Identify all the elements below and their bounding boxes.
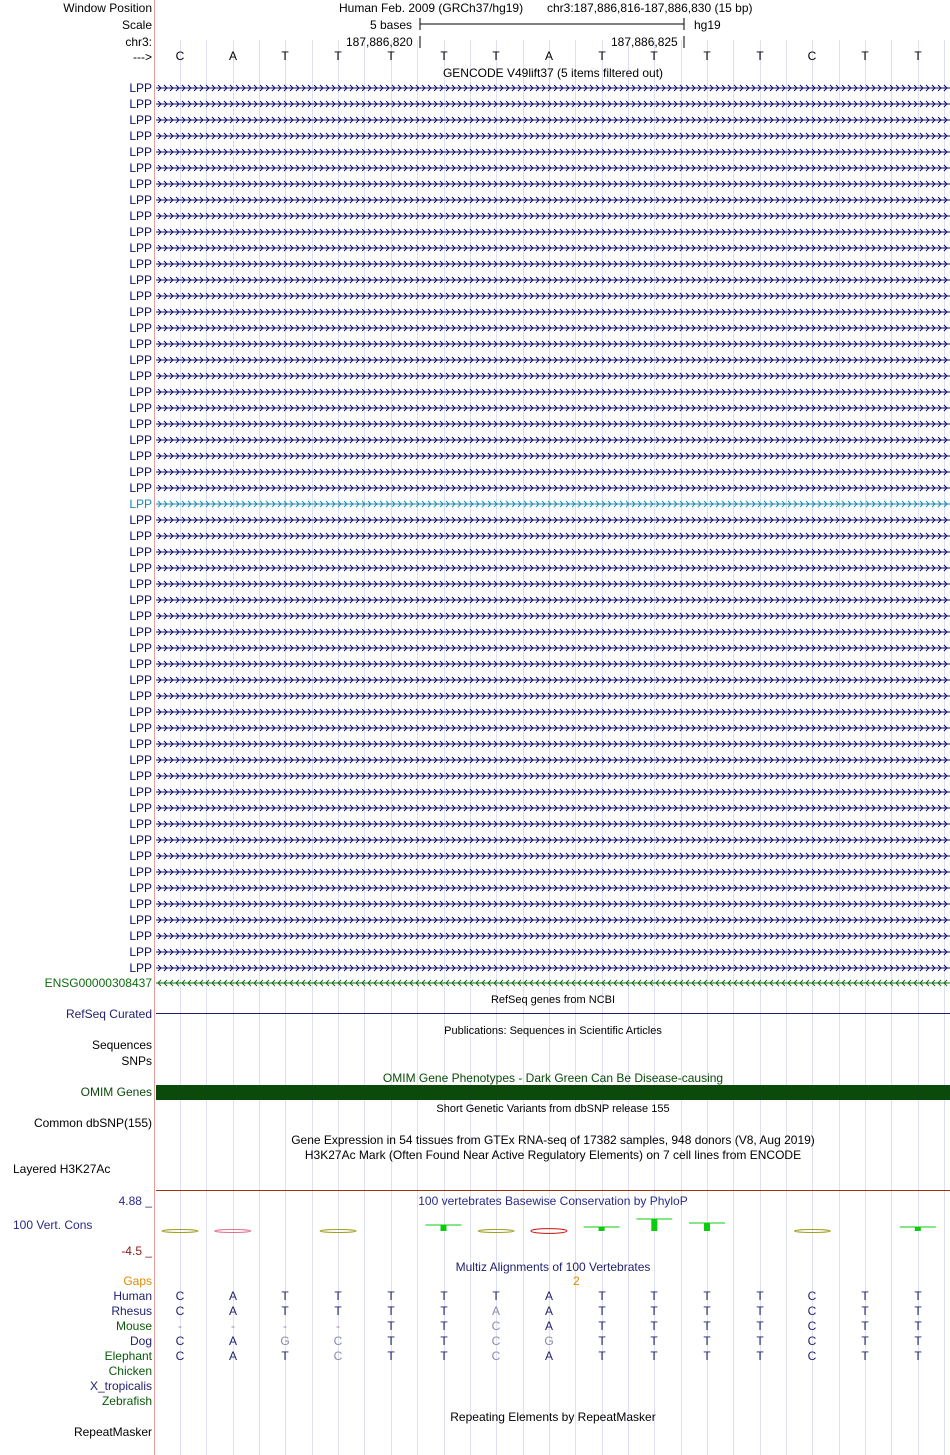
reference-base: T — [492, 49, 500, 63]
transcript-arrow-line[interactable] — [156, 514, 950, 526]
alignment-base: C — [807, 1334, 817, 1348]
transcript-arrow-line[interactable] — [156, 930, 950, 942]
transcript-label[interactable]: LPP — [129, 225, 152, 239]
alignment-base: T — [281, 1289, 289, 1303]
transcript-label[interactable]: LPP — [129, 305, 152, 319]
transcript-arrow-line[interactable] — [156, 914, 950, 926]
transcript-label[interactable]: LPP — [129, 289, 152, 303]
alignment-base: T — [914, 1319, 922, 1333]
transcript-arrow-line[interactable] — [156, 434, 950, 446]
alignment-base: T — [440, 1349, 448, 1363]
transcript-arrow-line[interactable] — [156, 466, 950, 478]
alignment-base: C — [175, 1289, 185, 1303]
reference-base: T — [281, 49, 289, 63]
transcript-arrow-line[interactable] — [156, 562, 950, 574]
transcript-label[interactable]: LPP — [129, 625, 152, 639]
reference-base: T — [598, 49, 606, 63]
alignment-base: T — [598, 1319, 606, 1333]
pubs-snps-label[interactable]: SNPs — [121, 1054, 152, 1068]
pubs-sequences-label[interactable]: Sequences — [91, 1038, 152, 1052]
reference-base: C — [175, 49, 185, 63]
transcript-arrow-line[interactable] — [156, 962, 950, 974]
alignment-base: - — [178, 1319, 182, 1333]
alignment-base: T — [914, 1289, 922, 1303]
db-text: hg19 — [694, 18, 721, 32]
transcript-label[interactable]: LPP — [129, 769, 152, 783]
alignment-base: - — [336, 1319, 340, 1333]
transcript-label[interactable]: LPP — [129, 161, 152, 175]
transcript-label[interactable]: LPP — [129, 449, 152, 463]
alignment-base: A — [544, 1304, 553, 1318]
repeatmasker-title: Repeating Elements by RepeatMasker — [450, 1410, 656, 1424]
coord-left: 187,886,820 — [346, 35, 413, 49]
transcript-label[interactable]: LPP — [129, 913, 152, 927]
omim-genes-label[interactable]: OMIM Genes — [80, 1085, 152, 1099]
transcript-arrow-line[interactable] — [156, 658, 950, 670]
alignment-base: T — [334, 1304, 342, 1318]
alignment-base: A — [544, 1289, 553, 1303]
alignment-base: A — [544, 1319, 553, 1333]
alignment-base: A — [228, 1304, 237, 1318]
reference-base: T — [334, 49, 342, 63]
transcript-label[interactable]: LPP — [129, 785, 152, 799]
transcript-arrow-line[interactable] — [156, 386, 950, 398]
transcript-label[interactable]: LPP — [129, 513, 152, 527]
position-text: chr3:187,886,816-187,886,830 (15 bp) — [547, 1, 753, 15]
alignment-base: A — [228, 1349, 237, 1363]
strand-label: ---> — [133, 50, 152, 64]
alignment-base: T — [861, 1334, 869, 1348]
transcript-arrow-line[interactable] — [156, 530, 950, 542]
refseq-curated-label[interactable]: RefSeq Curated — [65, 1007, 152, 1021]
multiz-title: Multiz Alignments of 100 Vertebrates — [455, 1260, 651, 1274]
transcript-arrow-line[interactable] — [156, 306, 950, 318]
alignment-base: T — [703, 1289, 711, 1303]
alignment-base: C — [491, 1334, 501, 1348]
transcript-arrow-line[interactable] — [156, 130, 950, 142]
alignment-base: T — [598, 1349, 606, 1363]
alignment-base: T — [387, 1289, 395, 1303]
alignment-base: T — [650, 1334, 658, 1348]
alignment-base: - — [283, 1319, 287, 1333]
transcript-arrow-line[interactable] — [156, 818, 950, 830]
cons-bar — [704, 1223, 710, 1231]
dbsnp-label[interactable]: Common dbSNP(155) — [33, 1116, 152, 1130]
h3k27ac-title: H3K27Ac Mark (Often Found Near Active Regulatory Elements) on 7 cell lines from ENCODE — [304, 1148, 802, 1162]
transcript-arrow-line[interactable] — [156, 274, 950, 286]
transcript-arrow-line[interactable] — [156, 370, 950, 382]
transcript-arrow-line[interactable] — [156, 322, 950, 334]
transcript-label[interactable]: LPP — [129, 193, 152, 207]
alignment-base: T — [861, 1349, 869, 1363]
transcript-arrow-line[interactable] — [156, 354, 950, 366]
alignment-base: C — [333, 1334, 343, 1348]
alignment-base: T — [334, 1289, 342, 1303]
transcript-label[interactable]: LPP — [129, 577, 152, 591]
assembly-text: Human Feb. 2009 (GRCh37/hg19) — [339, 1, 524, 15]
reference-base: C — [807, 49, 817, 63]
alignment-base: G — [544, 1334, 554, 1348]
alignment-base: T — [861, 1304, 869, 1318]
transcript-arrow-line[interactable] — [156, 738, 950, 750]
transcript-label[interactable]: LPP — [129, 337, 152, 351]
transcript-arrow-line[interactable] — [156, 610, 950, 622]
transcript-label[interactable]: LPP — [129, 801, 152, 815]
cons-bar — [651, 1219, 657, 1231]
transcript-label[interactable]: LPP — [129, 81, 152, 95]
cons-bar — [320, 1230, 356, 1233]
species-label[interactable]: Dog — [129, 1334, 152, 1348]
transcript-arrow-line[interactable] — [156, 258, 950, 270]
reference-base: T — [756, 49, 764, 63]
cons-track-label[interactable]: 100 Vert. Cons — [13, 1218, 93, 1232]
transcript-label[interactable]: LPP — [129, 497, 152, 511]
alignment-base: T — [756, 1289, 764, 1303]
transcript-label[interactable]: LPP — [129, 833, 152, 847]
transcript-label[interactable]: LPP — [129, 817, 152, 831]
alignment-base: T — [281, 1349, 289, 1363]
transcript-arrow-line[interactable] — [156, 82, 950, 94]
transcript-label[interactable]: LPP — [129, 561, 152, 575]
alignment-base: T — [387, 1349, 395, 1363]
transcript-arrow-line[interactable] — [156, 850, 950, 862]
alignment-base: T — [703, 1349, 711, 1363]
cons-bar — [215, 1230, 251, 1233]
cons-bar — [531, 1229, 567, 1234]
transcript-arrow-line[interactable] — [156, 770, 950, 782]
cons-title: 100 vertebrates Basewise Conservation by PhyloP — [418, 1194, 688, 1208]
transcript-label[interactable]: LPP — [129, 145, 152, 159]
ensg-arrow-line[interactable] — [156, 977, 950, 989]
transcript-label[interactable]: LPP — [129, 689, 152, 703]
species-label[interactable]: Rhesus — [111, 1304, 152, 1318]
alignment-base: T — [387, 1319, 395, 1333]
transcript-arrow-line[interactable] — [156, 626, 950, 638]
reference-base: T — [703, 49, 711, 63]
alignment-base: T — [861, 1289, 869, 1303]
transcript-label[interactable]: LPP — [129, 705, 152, 719]
species-label[interactable]: Zebrafish — [101, 1394, 152, 1408]
species-label[interactable]: Elephant — [104, 1349, 152, 1363]
cons-bar — [794, 1230, 830, 1233]
transcript-label[interactable]: LPP — [129, 737, 152, 751]
cons-max-label: 4.88 _ — [118, 1194, 152, 1208]
repeatmasker-label[interactable]: RepeatMasker — [73, 1425, 152, 1439]
transcript-arrow-line[interactable] — [156, 178, 950, 190]
omim-gene-bar[interactable] — [156, 1085, 950, 1100]
transcript-arrow-line[interactable] — [156, 642, 950, 654]
cons-min-label: -4.5 _ — [121, 1244, 152, 1258]
pubs-title: Publications: Sequences in Scientific Articles — [444, 1025, 662, 1037]
alignment-base: T — [440, 1334, 448, 1348]
alignment-base: C — [807, 1289, 817, 1303]
transcript-arrow-line[interactable] — [156, 706, 950, 718]
transcript-label[interactable]: LPP — [129, 433, 152, 447]
scale-label: Scale — [121, 18, 152, 32]
alignment-base: T — [703, 1319, 711, 1333]
species-label[interactable]: X_tropicalis — [89, 1379, 152, 1393]
transcript-label[interactable]: LPP — [129, 961, 152, 975]
transcript-label[interactable]: LPP — [129, 273, 152, 287]
alignment-base: C — [491, 1319, 501, 1333]
chrom-label: chr3: — [125, 35, 152, 49]
transcript-arrow-line[interactable] — [156, 722, 950, 734]
transcript-arrow-line[interactable] — [156, 834, 950, 846]
refseq-title: RefSeq genes from NCBI — [490, 994, 616, 1006]
alignment-base: A — [228, 1289, 237, 1303]
gtex-title: Gene Expression in 54 tissues from GTEx RNA-seq of 17382 samples, 948 donors (V8, Aug 2019) — [291, 1133, 815, 1147]
cons-bar — [915, 1227, 921, 1231]
transcript-label[interactable]: LPP — [129, 257, 152, 271]
transcript-arrow-line[interactable] — [156, 450, 950, 462]
alignment-base: C — [175, 1334, 185, 1348]
transcript-label[interactable]: LPP — [129, 97, 152, 111]
ensg-label[interactable]: ENSG00000308437 — [44, 976, 152, 990]
transcript-arrow-line[interactable] — [156, 338, 950, 350]
alignment-base: T — [756, 1349, 764, 1363]
alignment-base: A — [491, 1304, 500, 1318]
transcript-arrow-line[interactable] — [156, 194, 950, 206]
alignment-base: T — [387, 1304, 395, 1318]
alignment-base: C — [333, 1349, 343, 1363]
alignment-base: C — [175, 1349, 185, 1363]
transcript-arrow-line[interactable] — [156, 226, 950, 238]
window-position-label: Window Position — [63, 1, 152, 15]
transcript-arrow-line[interactable] — [156, 290, 950, 302]
transcript-label[interactable]: LPP — [129, 945, 152, 959]
alignment-base: T — [703, 1334, 711, 1348]
transcript-arrow-line[interactable] — [156, 146, 950, 158]
species-label[interactable]: Human — [113, 1289, 152, 1303]
alignment-base: T — [756, 1319, 764, 1333]
transcript-label[interactable]: LPP — [129, 641, 152, 655]
transcript-label[interactable]: LPP — [129, 177, 152, 191]
alignment-base: T — [440, 1319, 448, 1333]
reference-base: T — [650, 49, 658, 63]
transcript-arrow-line[interactable] — [156, 946, 950, 958]
transcript-label[interactable]: LPP — [129, 321, 152, 335]
label-divider — [154, 0, 155, 1455]
alignment-base: T — [598, 1304, 606, 1318]
cons-bar — [441, 1225, 447, 1231]
transcript-arrow-line[interactable] — [156, 594, 950, 606]
transcript-label[interactable]: LPP — [129, 897, 152, 911]
transcript-arrow-line[interactable] — [156, 210, 950, 222]
reference-base: T — [387, 49, 395, 63]
alignment-base: T — [914, 1349, 922, 1363]
transcript-label[interactable]: LPP — [129, 369, 152, 383]
transcript-label[interactable]: LPP — [129, 529, 152, 543]
alignment-base: C — [491, 1349, 501, 1363]
transcript-label[interactable]: LPP — [129, 609, 152, 623]
alignment-base: T — [914, 1304, 922, 1318]
transcript-label[interactable]: LPP — [129, 401, 152, 415]
alignment-base: T — [440, 1304, 448, 1318]
transcript-label[interactable]: LPP — [129, 241, 152, 255]
alignment-base: C — [807, 1304, 817, 1318]
h3k27ac-baseline — [156, 1190, 950, 1191]
transcript-label[interactable]: LPP — [129, 865, 152, 879]
transcript-label[interactable]: LPP — [129, 657, 152, 671]
alignment-base: C — [807, 1349, 817, 1363]
transcript-label[interactable]: LPP — [129, 849, 152, 863]
coord-right: 187,886,825 — [611, 35, 678, 49]
alignment-base: G — [280, 1334, 290, 1348]
transcript-label[interactable]: LPP — [129, 753, 152, 767]
transcript-arrow-line[interactable] — [156, 98, 950, 110]
alignment-base: T — [861, 1319, 869, 1333]
alignment-base: T — [281, 1304, 289, 1318]
scale-text: 5 bases — [370, 18, 413, 32]
alignment-base: T — [387, 1334, 395, 1348]
cons-bar — [599, 1227, 605, 1231]
reference-base: T — [861, 49, 869, 63]
refseq-gene-line[interactable] — [156, 1013, 950, 1014]
alignment-base: T — [650, 1304, 658, 1318]
transcript-arrow-line[interactable] — [156, 114, 950, 126]
transcript-label[interactable]: LPP — [129, 881, 152, 895]
alignment-base: T — [440, 1289, 448, 1303]
transcript-arrow-line[interactable] — [156, 162, 950, 174]
alignment-base: T — [756, 1304, 764, 1318]
alignment-base: T — [598, 1334, 606, 1348]
track-label-column — [0, 0, 154, 1455]
transcript-label[interactable]: LPP — [129, 673, 152, 687]
transcript-label[interactable]: LPP — [129, 721, 152, 735]
alignment-base: T — [598, 1289, 606, 1303]
transcript-label[interactable]: LPP — [129, 209, 152, 223]
omim-title: OMIM Gene Phenotypes - Dark Green Can Be Disease-causing — [382, 1071, 724, 1085]
transcript-arrow-line[interactable] — [156, 690, 950, 702]
transcript-label[interactable]: LPP — [129, 465, 152, 479]
transcript-arrow-line[interactable] — [156, 754, 950, 766]
transcript-arrow-line[interactable] — [156, 802, 950, 814]
transcript-label[interactable]: LPP — [129, 417, 152, 431]
transcript-arrow-line[interactable] — [156, 674, 950, 686]
species-label[interactable]: Mouse — [115, 1319, 152, 1333]
transcript-arrow-line[interactable] — [156, 578, 950, 590]
transcript-arrow-line[interactable] — [156, 882, 950, 894]
reference-base: A — [544, 49, 553, 63]
transcript-arrow-line[interactable] — [156, 866, 950, 878]
h3k27ac-label[interactable]: Layered H3K27Ac — [13, 1162, 111, 1176]
transcript-arrow-line[interactable] — [156, 418, 950, 430]
transcript-label[interactable]: LPP — [129, 929, 152, 943]
transcript-label[interactable]: LPP — [129, 129, 152, 143]
alignment-base: T — [703, 1304, 711, 1318]
alignment-base: T — [914, 1334, 922, 1348]
transcript-arrow-line[interactable] — [156, 242, 950, 254]
species-label[interactable]: Chicken — [108, 1364, 152, 1378]
alignment-base: C — [175, 1304, 185, 1318]
cons-bar — [478, 1230, 514, 1233]
dbsnp-title: Short Genetic Variants from dbSNP release 155 — [436, 1103, 670, 1115]
transcript-label[interactable]: LPP — [129, 113, 152, 127]
gaps-value: 2 — [573, 1274, 580, 1288]
alignment-base: T — [492, 1289, 500, 1303]
transcript-arrow-line[interactable] — [156, 498, 950, 510]
transcript-label[interactable]: LPP — [129, 353, 152, 367]
alignment-base: - — [231, 1319, 235, 1333]
transcript-label[interactable]: LPP — [129, 385, 152, 399]
gaps-label: Gaps — [123, 1274, 152, 1288]
transcript-arrow-line[interactable] — [156, 786, 950, 798]
alignment-base: T — [650, 1349, 658, 1363]
alignment-base: A — [228, 1334, 237, 1348]
track-data-area[interactable] — [156, 0, 950, 1455]
transcript-arrow-line[interactable] — [156, 546, 950, 558]
alignment-base: T — [650, 1319, 658, 1333]
cons-plot — [156, 1210, 950, 1250]
alignment-base: C — [807, 1319, 817, 1333]
transcript-arrow-line[interactable] — [156, 402, 950, 414]
alignment-base: A — [544, 1349, 553, 1363]
reference-base: A — [228, 49, 237, 63]
transcript-arrow-line[interactable] — [156, 482, 950, 494]
alignment-base: T — [650, 1289, 658, 1303]
gencode-title: GENCODE V49lift37 (5 items filtered out) — [442, 66, 664, 80]
transcript-label[interactable]: LPP — [129, 481, 152, 495]
cons-bar — [162, 1230, 198, 1233]
reference-base: T — [440, 49, 448, 63]
reference-base: T — [914, 49, 922, 63]
alignment-base: T — [756, 1334, 764, 1348]
transcript-label[interactable]: LPP — [129, 593, 152, 607]
transcript-arrow-line[interactable] — [156, 898, 950, 910]
transcript-label[interactable]: LPP — [129, 545, 152, 559]
